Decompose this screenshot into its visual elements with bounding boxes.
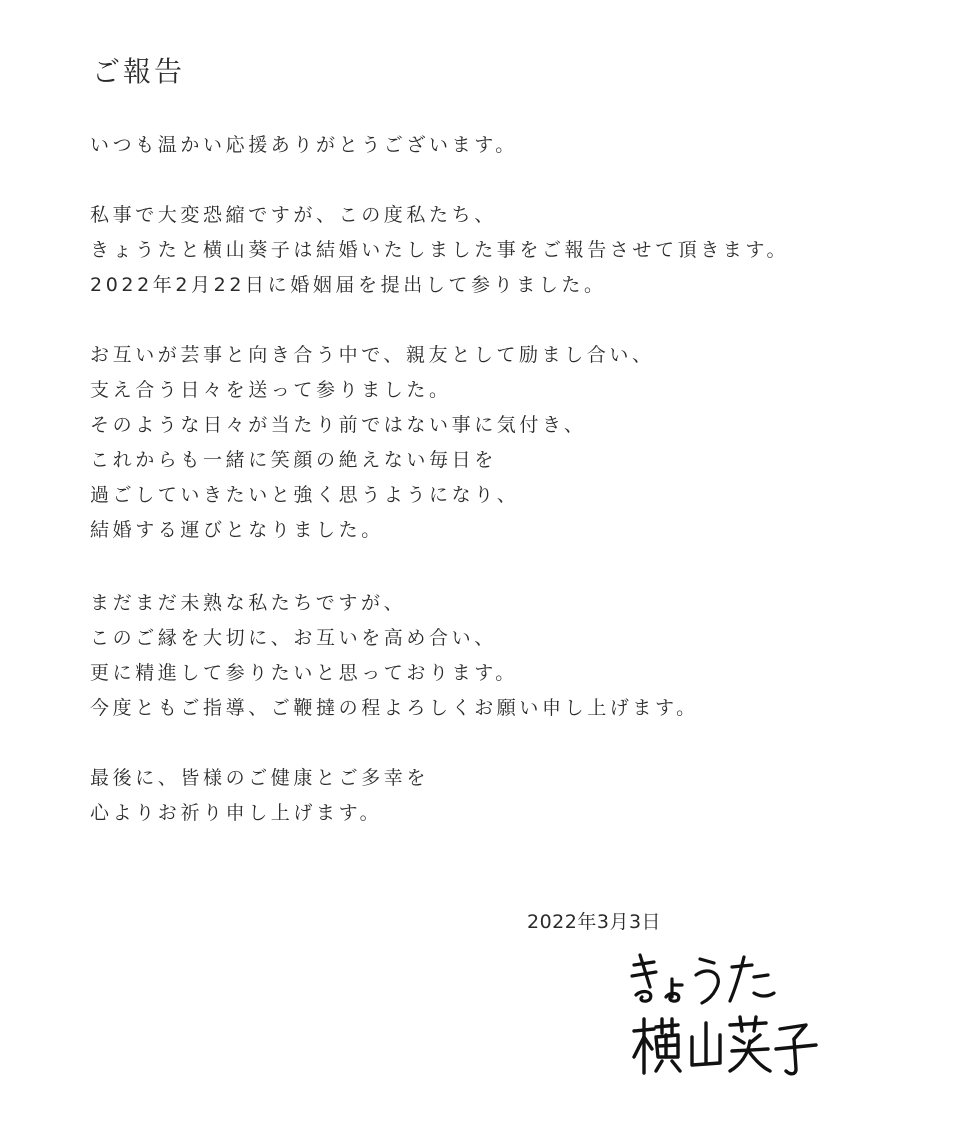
body-line: これからも一緒に笑顔の絶えない毎日を: [90, 449, 497, 471]
body-line: 更に精進して参りたいと思っております。: [90, 662, 518, 684]
body-line: 2022年2月22日に婚姻届を提出して参りました。: [90, 274, 607, 296]
signature-line-yokoyama: [634, 1017, 816, 1074]
body-line: いつも温かい応援ありがとうございます。: [90, 134, 518, 156]
body-line: 支え合う日々を送って参りました。: [90, 379, 452, 401]
handwritten-signature: [620, 945, 830, 1085]
page-title: ご報告: [92, 55, 186, 88]
announcement-date: 2022年3月3日: [527, 911, 662, 933]
body-line: 最後に、皆様のご健康とご多幸を: [90, 767, 430, 789]
body-line: 心よりお祈り申し上げます。: [90, 802, 383, 824]
body-line: そのような日々が当たり前ではない事に気付き、: [90, 414, 587, 436]
body-line: 過ごしていきたいと強く思うようになり、: [90, 484, 520, 506]
body-line: 結婚する運びとなりました。: [90, 519, 384, 541]
body-line: 今度ともご指導、ご鞭撻の程よろしくお願い申し上げます。: [90, 697, 699, 719]
body-line: まだまだ未熟な私たちですが、: [90, 592, 407, 614]
signature-line-kyouta: [632, 955, 774, 1003]
body-line: このご縁を大切に、お互いを高め合い、: [90, 627, 497, 649]
body-line: お互いが芸事と向き合う中で、親友として励まし合い、: [90, 344, 655, 366]
body-line: 私事で大変恐縮ですが、この度私たち、: [90, 204, 497, 226]
body-line: きょうたと横山葵子は結婚いたしました事をご報告させて頂きます。: [90, 239, 790, 261]
